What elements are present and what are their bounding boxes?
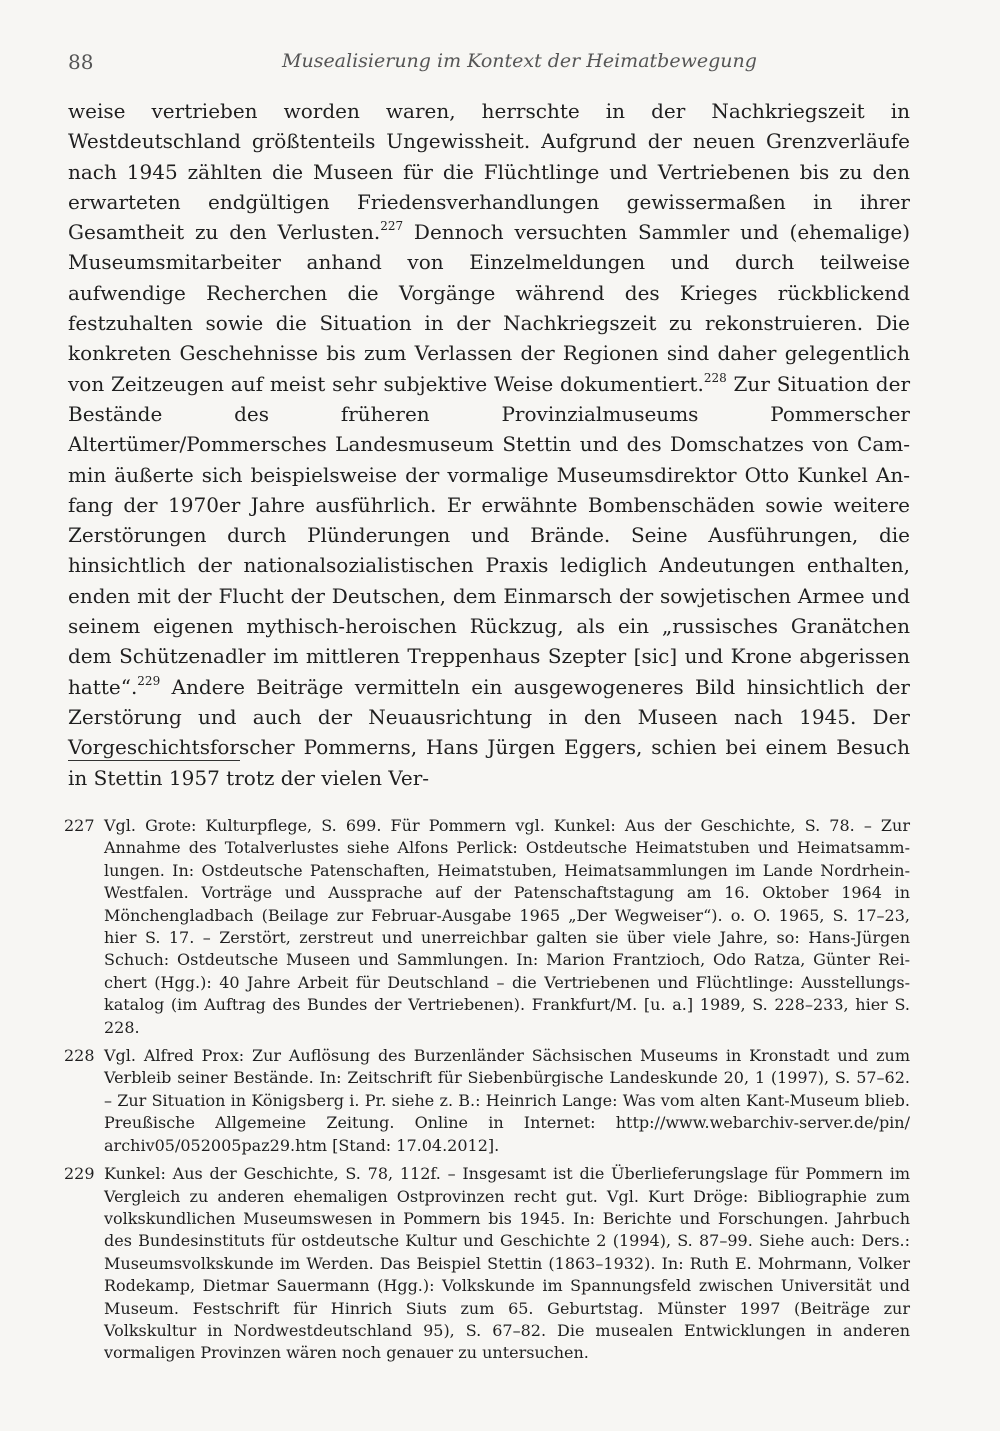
footnote-number: 227 [64,816,95,835]
footnote-text: Vgl. Grote: Kulturpflege, S. 699. Für Pommern vgl. Kunkel: Aus der Geschichte, S. 78. – Zur Annahme des Totalverlustes siehe Alfons Perlick: Ostdeutsche Heimatstuben und Heimatsammlungen. In: Ostdeutsche Patenschaften, Heimatstuben, Heimatsammlungen im Lande Nordrhein-Westfalen. Vorträge und Aussprache auf der Patenschaftstagung am 16. Oktober 1964 in Mönchengladbach (Beilage zur Februar-Ausgabe 1965 „Der Wegweiser“). o. O. 1965, S. 17–23, hier S. 17. – Zerstört, zerstreut und unerreichbar galten sie über viele Jahre, so: Hans-Jürgen Schuch: Ostdeutsche Museen und Sammlungen. In: Marion Frantzioch, Odo Ratza, Günter Reichert (Hgg.): 40 Jahre Arbeit für Deutschland – die Vertriebenen und Flüchtlinge: Ausstellungskatalog (im Auftrag des Bundes der Vertriebenen). Frankfurt/M. [u. a.] 1989, S. 228–233, hier S. 228. [104,816,910,1037]
body-text-part-4: Andere Beiträge vermitteln ein ausgewogeneres Bild hinsichtlich der Zerstörung und auch der Neuausrichtung in den Museen nach 1945. Der Vorgeschichtsforscher Pommerns, Hans Jürgen Eggers, schien bei einem Besuch in Stettin 1957 trotz der vielen Ver- [68,674,910,790]
footnote-227 [64,815,910,1039]
body-paragraph [68,96,910,793]
footnote-text: Kunkel: Aus der Geschichte, S. 78, 112f. – Insgesamt ist die Überlieferungslage für Pommern im Vergleich zu anderen ehemaligen Ostprovinzen recht gut. Vgl. Kurt Dröge: Bibliographie zum volkskundlichen Museumswesen in Pommern bis 1945. In: Berichte und Forschungen. Jahrbuch des Bundesinstituts für ostdeutsche Kultur und Geschichte 2 (1994), S. 87–99. Siehe auch: Ders.: Museumsvolkskunde im Werden. Das Beispiel Stettin (1863–1932). In: Ruth E. Mohrmann, Volker Rodekamp, Dietmar Sauermann (Hgg.): Volkskunde im Spannungsfeld zwischen Universität und Museum. Festschrift für Hinrich Siuts zum 65. Geburtstag. Münster 1997 (Beiträge zur Volkskultur in Nordwestdeutschland 95), S. 67–82. Die musealen Entwicklungen in anderen vormaligen Provinzen wären noch genauer zu untersuchen. [104,1164,910,1363]
footnote-number: 228 [64,1046,95,1066]
running-head: Musealisierung im Kontext der Heimatbewegung [282,50,757,72]
footnote-number: 229 [64,1164,95,1184]
footnote-ref-227[interactable]: 227 [380,219,404,234]
body-text-part-3: Zur Situation der Bestände des früheren Provinzialmuseums Pommerscher Altertümer/Pommersches Landesmuseum Stettin und des Domschatzes von Cammin äußerte sich beispielsweise der vormalige Museumsdirektor Otto Kunkel Anfang der 1970er Jahre ausführlich. Er erwähnte Bombenschäden sowie weitere Zerstörungen durch Plünderungen und Brände. Seine Ausführungen, die hinsichtlich der nationalsozialistischen Praxis lediglich Andeutungen enthalten, enden mit der Flucht der Deutschen, dem Einmarsch der sowjetischen Armee und seinem eigenen mythisch-heroischen Rückzug, als ein „russisches Granätchen dem Schützenadler im mittleren Treppenhaus Szepter [sic] und Krone abgerissen hatte“. [68,371,911,699]
page-number: 88 [68,50,94,74]
body-text-part-1: weise vertrieben worden waren, herrschte in der Nachkriegszeit in Westdeutschland größtenteils Ungewissheit. Aufgrund der neuen Grenzverläufe nach 1945 zählten die Museen für die Flüchtlinge und Vertriebenen bis zu den erwarteten endgültigen Friedensverhandlungen gewissermaßen in ihrer Gesamtheit zu den Verlusten. [68,99,910,245]
body-text [68,96,910,793]
footnote-separator [68,760,240,761]
footnotes [64,815,910,1371]
page-header [68,50,908,74]
footnote-228 [64,1045,910,1157]
footnote-ref-229[interactable]: 229 [137,673,161,688]
footnote-text: Vgl. Alfred Prox: Zur Auflösung des Burzenländer Sächsischen Museums in Kronstadt und zum Verbleib seiner Bestände. In: Zeitschrift für Siebenbürgische Landeskunde 20, 1 (1997), S. 57–62. – Zur Situation in Königsberg i. Pr. siehe z. B.: Heinrich Lange: Was vom alten Kant-Museum blieb. Preußische Allgemeine Zeitung. Online in Internet: http://www.webarchiv-server.de/pin/ archiv05/052005paz29.htm [Stand: 17.04.2012]. [104,1046,910,1155]
footnote-229 [64,1163,910,1365]
body-text-part-2: Dennoch versuchten Sammler und (ehemalige) Museumsmitarbeiter anhand von Einzelmeldungen und durch teilweise aufwendige Recherchen die Vorgänge während des Krieges rückblickend festzuhalten sowie die Situation in der Nachkriegszeit zu rekonstruieren. Die konkreten Geschehnisse bis zum Verlassen der Regionen sind daher gelegentlich von Zeitzeugen auf meist sehr subjektive Weise dokumentiert. [68,220,911,396]
footnote-ref-228[interactable]: 228 [703,370,727,385]
